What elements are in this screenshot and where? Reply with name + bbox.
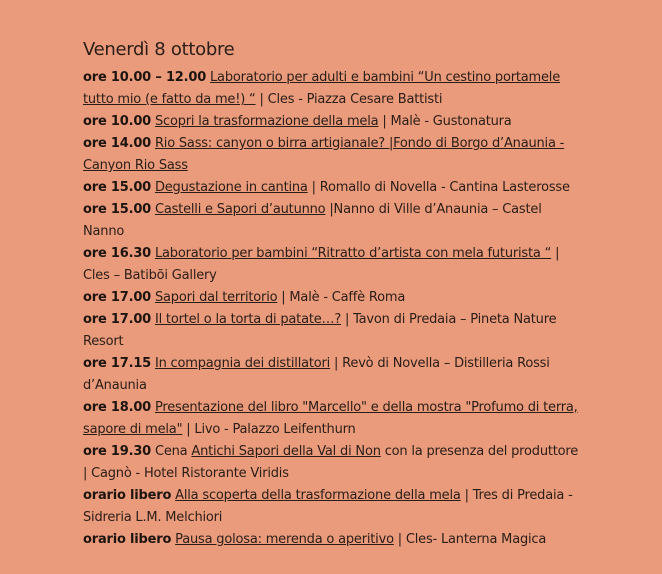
event-place: | Tres di Predaia - Sidreria L.M. Melchiori [83,488,573,525]
event-place: | Livo - Palazzo Leifenthurn [186,422,356,437]
event-list [83,67,583,551]
event-time: orario libero [83,532,172,547]
event-item [83,353,583,397]
event-place: | Malè - Caffè Roma [281,290,406,305]
event-time: ore 18.00 [83,400,152,415]
event-time: ore 17.15 [83,356,152,371]
event-item [83,397,583,441]
event-item [83,485,583,529]
event-place: | Cles - Piazza Cesare Battisti [259,92,443,107]
event-item [83,287,583,309]
event-time: ore 16.30 [83,246,152,261]
event-link[interactable]: Laboratorio per adulti e bambini “Un cestino portamele tutto mio (e fatto da me!) “ [83,70,560,107]
event-item [83,199,583,243]
event-place: | Cles- Lanterna Magica [397,532,547,547]
event-place: |Nanno di Ville d’Anaunia – Castel Nanno [83,202,542,239]
event-item [83,111,583,133]
event-item [83,309,583,353]
event-time: ore 17.00 [83,290,152,305]
event-time: ore 15.00 [83,180,152,195]
event-link[interactable]: Pausa golosa: merenda o aperitivo [175,532,394,547]
event-link[interactable]: Presentazione del libro "Marcello" e della mostra "Profumo di terra, sapore di mela" [83,400,578,437]
event-link[interactable]: Rio Sass: canyon o birra artigianale? |Fondo di Borgo d’Anaunia - Canyon Rio Sass [83,136,565,173]
event-link[interactable]: Antichi Sapori della Val di Non [191,444,381,459]
event-time: orario libero [83,488,172,503]
event-link[interactable]: In compagnia dei distillatori [154,356,331,371]
event-link[interactable]: Scopri la trasformazione della mela [154,114,379,129]
event-item [83,441,583,485]
event-place: | Malè - Gustonatura [382,114,512,129]
event-link[interactable]: Laboratorio per bambini “Ritratto d’artista con mela futurista “ [154,246,552,261]
event-place: | Revò di Novella – Distilleria Rossi d’Anaunia [83,356,550,393]
event-time: ore 10.00 – 12.00 [83,70,207,85]
event-link[interactable]: Sapori dal territorio [154,290,278,305]
schedule-content [83,38,583,551]
event-time: ore 19.30 [83,444,152,459]
event-place: | Cles – Batibõi Gallery [83,246,560,283]
event-time: ore 10.00 [83,114,152,129]
event-link[interactable]: Castelli e Sapori d’autunno [154,202,326,217]
day-title: Venerdì 8 ottobre [83,39,235,60]
event-place: | Romallo di Novella - Cantina Lasterosse [311,180,570,195]
event-item [83,67,583,111]
event-link[interactable]: Il tortel o la torta di patate…? [154,312,342,327]
event-link[interactable]: Alla scoperta della trasformazione della mela [175,488,461,503]
event-link[interactable]: Degustazione in cantina [154,180,308,195]
event-place: | Tavon di Predaia – Pineta Nature Resort [83,312,557,349]
event-item [83,529,583,551]
event-time: ore 14.00 [83,136,152,151]
event-item [83,133,583,177]
event-item [83,177,583,199]
event-prefix: Cena [154,444,188,459]
event-time: ore 17.00 [83,312,152,327]
event-item [83,243,583,287]
event-time: ore 15.00 [83,202,152,217]
event-place: con la presenza del produttore | Cagnò - Hotel Ristorante Viridis [83,444,579,481]
